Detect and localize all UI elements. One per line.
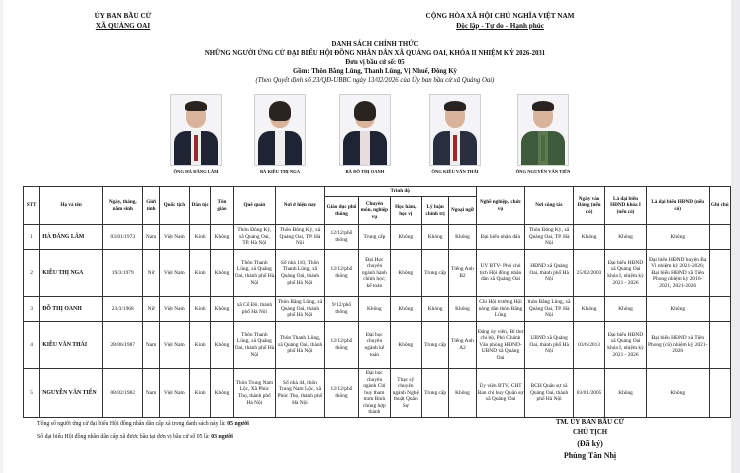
cell-ethnicity: Kinh xyxy=(190,250,211,297)
cell-stt: 2 xyxy=(24,250,40,297)
cell-party-date: Không xyxy=(573,297,604,322)
col-degree: Học hàm, học vị xyxy=(390,197,421,225)
national-header xyxy=(400,11,600,31)
cell-ethnicity: Kinh xyxy=(190,297,211,322)
cell-gender: Nữ xyxy=(143,297,159,322)
signature-org: TM. ỦY BAN BẦU CỬ xyxy=(555,419,625,426)
cell-council-other: Không xyxy=(646,225,709,250)
photo-label: ÔNG KIỀU VĂN THÁI xyxy=(431,169,479,174)
col-council-k1: Là đại biểu HĐND khóa I (nếu có) xyxy=(605,187,647,225)
cell-stt: 3 xyxy=(24,297,40,322)
col-nationality: Quốc tịch xyxy=(159,187,189,225)
table-row xyxy=(24,225,731,250)
col-name: Họ và tên xyxy=(40,187,103,225)
candidate-photo xyxy=(517,94,569,166)
cell-stt: 1 xyxy=(24,225,40,250)
page-right-edge xyxy=(731,0,740,473)
issuer-line2: XÃ QUẢNG OAI xyxy=(95,22,151,30)
cell-note xyxy=(709,250,730,297)
cell-political: Trung cấp xyxy=(421,369,448,418)
title-line1: DANH SÁCH CHÍNH THỨC xyxy=(331,41,419,48)
photo-card xyxy=(166,94,226,174)
cell-hometown: Thôn Thanh Lũng, xã Quảng Oai, thành phố Hà Nội xyxy=(233,250,276,297)
col-note: Ghi chú xyxy=(709,187,730,225)
cell-general-edu: 9/12/phổ thông xyxy=(324,297,358,322)
national-motto-line1: CỘNG HÒA XÃ HỘI CHỦ NGHĨA VIỆT NAM xyxy=(425,12,575,20)
cell-occupation: UV BTV- Phó chủ tịch Hội đồng nhân dân xã Quảng Oai xyxy=(476,250,525,297)
cell-note xyxy=(709,322,730,369)
cell-dob: 19/3/1979 xyxy=(102,250,143,297)
cell-language: Không xyxy=(449,369,476,418)
col-stt: STT xyxy=(24,187,40,225)
cell-specialty: Trung cấp xyxy=(359,225,390,250)
candidate-photo xyxy=(429,94,481,166)
cell-residence: Thôn Bằng Lũng, xã Quảng Oai, thành phố Hà Nội xyxy=(276,297,325,322)
candidate-photos xyxy=(0,94,740,179)
photo-label: BÀ KIỀU THỊ NGA xyxy=(259,169,301,174)
cell-specialty: Đại học chuyên ngành Chỉ huy tham mưu Binh chủng hợp thành xyxy=(359,369,390,418)
cell-workplace: HĐND xã Quảng Oai, thành phố Hà Nội xyxy=(525,250,574,297)
cell-language: Tiếng Anh A2 xyxy=(449,322,476,369)
page-left-edge xyxy=(0,0,3,473)
title-line5: (Theo Quyết định số 23/QĐ-UBBC ngày 13/02/2026 của Ủy ban bầu cử xã Quảng Oai) xyxy=(255,77,495,84)
cell-note xyxy=(709,369,730,418)
cell-gender: Nam xyxy=(143,369,159,418)
photo-label: ÔNG HÀ ĐĂNG LÂM xyxy=(173,169,219,174)
cell-general-edu: 12/12/phổ thông xyxy=(324,369,358,418)
col-gender: Giới tính xyxy=(143,187,159,225)
candidate-photo xyxy=(170,94,222,166)
summary-total-value: 05 người xyxy=(227,421,249,427)
cell-name: ĐỖ THỊ OANH xyxy=(40,297,103,322)
cell-ethnicity: Kinh xyxy=(190,225,211,250)
cell-general-edu: 12/12/phổ thông xyxy=(324,250,358,297)
summary-total-label: Tổng số người ứng cử đại biểu Hội đồng nhân dân cấp xã trong danh sách này là: xyxy=(37,421,228,427)
col-religion: Tôn giáo xyxy=(211,187,233,225)
cell-specialty: Không xyxy=(359,297,390,322)
national-motto-line2: Độc lập - Tự do - Hạnh phúc xyxy=(456,22,544,30)
col-language: Ngoại ngữ xyxy=(449,197,476,225)
cell-degree: Không xyxy=(390,250,421,297)
photo-card xyxy=(250,94,310,174)
cell-residence: Thôn Thanh Lũng, xã Quảng Oai, thành phố Hà Nội xyxy=(276,322,325,369)
cell-occupation: Ủy viên BTV, CHT Ban chỉ huy Quân sự xã Quảng Oai xyxy=(476,369,525,418)
cell-political: Trung cấp xyxy=(421,250,448,297)
cell-dob: 23/3/1968 xyxy=(102,297,143,322)
cell-dob: 08/02/1982 xyxy=(102,369,143,418)
cell-language: Không xyxy=(449,297,476,322)
col-occupation: Nghề nghiệp, chức vụ xyxy=(476,187,525,225)
photo-card xyxy=(335,94,395,174)
cell-hometown: Thôn Đông Kỳ, xã Quảng Oai, TP. Hà Nội xyxy=(233,225,276,250)
cell-occupation: Đảng ủy viên, Bí thư chi bộ, Phó Chánh Văn phòng HĐND-UBND xã Quảng Oai xyxy=(476,322,525,369)
cell-residence: Thôn Đông Kỳ, xã Quảng Oai, TP. Hà Nội xyxy=(276,225,325,250)
cell-council-other: Không xyxy=(646,297,709,322)
summary xyxy=(37,418,249,444)
document-title xyxy=(150,40,600,85)
cell-stt: 5 xyxy=(24,369,40,418)
signatory-name: Phùng Tân Nhị xyxy=(563,451,617,460)
cell-general-edu: 12/12/phổ thông xyxy=(324,322,358,369)
cell-stt: 4 xyxy=(24,322,40,369)
cell-note xyxy=(709,297,730,322)
cell-religion: Không xyxy=(211,225,233,250)
cell-council-other: Đại biểu HĐND huyện Ba Vì nhiệm kỳ 2021-2026; Đại biểu HĐND xã Tiên Phong nhiệm kỳ 2016-2021, 2021-2026 xyxy=(646,250,709,297)
table-row xyxy=(24,250,731,297)
candidate-photo xyxy=(254,94,306,166)
issuer-header xyxy=(78,11,168,31)
cell-council-k1: Đại biểu HĐND xã Quảng Oai khóa I, nhiệm kỳ 2021 - 2026 xyxy=(605,250,647,297)
cell-nationality: Việt Nam xyxy=(159,250,189,297)
cell-note xyxy=(709,225,730,250)
cell-language: Không xyxy=(449,225,476,250)
title-line2: NHỮNG NGƯỜI ỨNG CỬ ĐẠI BIỂU HỘI ĐỒNG NHÂN DÂN XÃ QUẢNG OAI, KHÓA II NHIỆM KỲ 2026-2031 xyxy=(204,50,546,57)
col-political: Lý luận chính trị xyxy=(421,197,448,225)
photo-card xyxy=(513,94,573,174)
cell-degree: Thạc sỹ chuyên ngành Nghệ thuật Quân Sự xyxy=(390,369,421,418)
cell-council-other: Không xyxy=(646,369,709,418)
col-group-education: Trình độ xyxy=(324,187,476,197)
title-line4: Gồm: Thôn Bằng Lũng, Thanh Lũng, Vị Nhuế, Đông Kỳ xyxy=(293,68,457,75)
cell-religion: Không xyxy=(211,250,233,297)
cell-gender: Nam xyxy=(143,225,159,250)
summary-elected-value: 03 người xyxy=(211,434,233,440)
col-dob: Ngày, tháng, năm sinh xyxy=(102,187,143,225)
cell-party-date: Không xyxy=(573,225,604,250)
col-specialty: Chuyên môn, nghiệp vụ xyxy=(359,197,390,225)
cell-religion: Không xyxy=(211,369,233,418)
cell-degree: Không xyxy=(390,322,421,369)
cell-nationality: Việt Nam xyxy=(159,297,189,322)
title-line3: Đơn vị bầu cử số: 05 xyxy=(345,59,405,66)
cell-party-date: 03/6/2013 xyxy=(573,322,604,369)
cell-religion: Không xyxy=(211,297,233,322)
cell-hometown: xã Cổ Đô, thành phố Hà Nội xyxy=(233,297,276,322)
table-row xyxy=(24,322,731,369)
cell-council-k1: Không xyxy=(605,297,647,322)
cell-nationality: Việt Nam xyxy=(159,369,189,418)
cell-hometown: Thôn Thanh Lũng, xã Quảng Oai, thành phố Hà Nội xyxy=(233,322,276,369)
cell-council-k1: Không xyxy=(605,369,647,418)
cell-dob: 03/01/1973 xyxy=(102,225,143,250)
cell-degree: Không xyxy=(390,297,421,322)
col-party-date: Ngày vào Đảng (nếu có) xyxy=(573,187,604,225)
cell-workplace: Thôn Đông Kỳ, xã Quảng Oai, TP. Hà Nội xyxy=(525,225,574,250)
cell-specialty: Đại học chuyên ngành kế toán xyxy=(359,322,390,369)
cell-degree: Không xyxy=(390,225,421,250)
cell-language: Tiếng Anh B2 xyxy=(449,250,476,297)
cell-occupation: Đại biểu nhân dân xyxy=(476,225,525,250)
cell-political: Không xyxy=(421,297,448,322)
cell-name: KIỀU VĂN THÁI xyxy=(40,322,103,369)
summary-total xyxy=(37,418,249,431)
cell-name: HÀ ĐĂNG LÂM xyxy=(40,225,103,250)
cell-gender: Nam xyxy=(143,322,159,369)
cell-residence: Số nhà 110, Thôn Thanh Lũng, xã Quảng Oai, thành phố Hà Nội xyxy=(276,250,325,297)
col-workplace: Nơi công tác xyxy=(525,187,574,225)
table-row xyxy=(24,369,731,418)
col-residence: Nơi ở hiện nay xyxy=(276,187,325,225)
cell-name: NGUYỄN VĂN TIẾN xyxy=(40,369,103,418)
cell-council-other: Đại biểu HĐND xã Tiên Phong (cũ) nhiệm kỳ 2021-2026 xyxy=(646,322,709,369)
col-general-edu: Giáo dục phổ thông xyxy=(324,197,358,225)
issuer-line1: ỦY BAN BẦU CỬ xyxy=(94,12,152,20)
cell-name: KIỀU THỊ NGA xyxy=(40,250,103,297)
col-council-other: Là đại biểu HĐND (nếu có) xyxy=(646,187,709,225)
summary-elected xyxy=(37,431,249,444)
cell-hometown: Thôn Trung Nam Lộc, Xã Phúc Thọ, thành phố Hà Nội xyxy=(233,369,276,418)
cell-workplace: UBND xã Quảng Oai, thành phố Hà Nội xyxy=(525,322,574,369)
summary-elected-label: Số đại biểu Hội đồng nhân dân cấp xã được bầu tại đơn vị bầu cử số 05 là: xyxy=(37,434,212,440)
photo-label: BÀ ĐỖ THỊ OANH xyxy=(345,169,385,174)
photo-card xyxy=(425,94,485,174)
cell-dob: 28/06/1987 xyxy=(102,322,143,369)
cell-council-k1: Đại biểu HĐND xã Quảng Oai khóa I, nhiệm kỳ 2021 - 2026 xyxy=(605,322,647,369)
cell-religion: Không xyxy=(211,322,233,369)
cell-nationality: Việt Nam xyxy=(159,225,189,250)
cell-occupation: Chi Hội trưởng Hội nông dân thôn Bằng Lũng xyxy=(476,297,525,322)
cell-residence: Số nhà 44, thôn Trung Nam Lộc, xã Phúc Thọ, thành phố Hà Nội xyxy=(276,369,325,418)
candidate-photo xyxy=(339,94,391,166)
photo-label: ÔNG NGUYỄN VĂN TIẾN xyxy=(515,169,571,174)
signature-status: (Đã ký) xyxy=(577,439,603,448)
cell-gender: Nữ xyxy=(143,250,159,297)
cell-political: Không xyxy=(421,225,448,250)
cell-specialty: Đại Học chuyên ngành hành chính học; kế toán xyxy=(359,250,390,297)
cell-general-edu: 12/12/phổ thông xyxy=(324,225,358,250)
cell-workplace: BCH Quân sự xã Quảng Oai, thành phố Hà Nội xyxy=(525,369,574,418)
col-ethnicity: Dân tộc xyxy=(190,187,211,225)
cell-party-date: 25/02/2003 xyxy=(573,250,604,297)
cell-council-k1: Không xyxy=(605,225,647,250)
signature-title: CHỦ TỊCH xyxy=(572,429,608,436)
cell-party-date: 03/01/2005 xyxy=(573,369,604,418)
candidates-table xyxy=(23,186,731,418)
signature-block xyxy=(520,418,660,462)
col-hometown: Quê quán xyxy=(233,187,276,225)
cell-ethnicity: Kinh xyxy=(190,369,211,418)
cell-political: Trung cấp xyxy=(421,322,448,369)
cell-nationality: Việt Nam xyxy=(159,322,189,369)
table-row xyxy=(24,297,731,322)
cell-workplace: thôn Bằng Lũng, xã Quảng Oai, TP. Hà Nội xyxy=(525,297,574,322)
cell-ethnicity: Kinh xyxy=(190,322,211,369)
